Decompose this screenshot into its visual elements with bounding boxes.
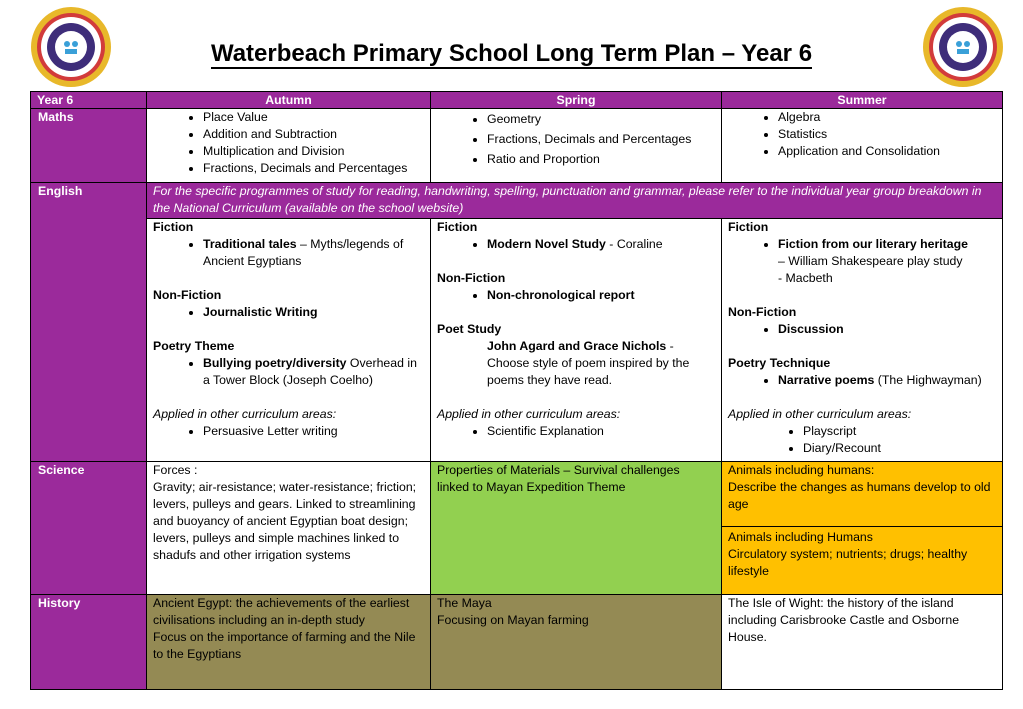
list-item: • Ratio and Proportion [487, 149, 715, 169]
maths-summer [722, 109, 1003, 183]
science-summer-b: Animals including Humans Circulatory system; nutrients; drugs; healthy lifestyle [728, 530, 968, 578]
list-item: • Fractions, Decimals and Percentages [487, 129, 715, 149]
english-summer [722, 219, 1003, 462]
autumn-applied-heading: Applied in other curriculum areas: [153, 407, 337, 421]
autumn-fiction-heading: Fiction [153, 220, 194, 234]
english-note: For the specific programmes of study for reading, handwriting, spelling, punctuation and grammar, please refer to the individual year group breakdown in the National Curriculum (available on the school website) [147, 183, 1003, 219]
science-autumn-text: Gravity; air-resistance; water-resistance; friction; levers, pulleys and gears. Linked to streamlining and buoyancy of ancient Egyptian boat design; levers, pulleys and simple machines linked to shadufs and other irrigation systems [153, 480, 417, 562]
history-row [31, 595, 1003, 690]
science-summer [722, 462, 1003, 595]
english-label: English [31, 183, 147, 462]
science-row [31, 462, 1003, 595]
autumn-header: Autumn [147, 92, 431, 109]
long-term-plan-table [30, 91, 1003, 690]
list-item: • Algebra [778, 109, 996, 126]
list-item: • Fractions, Decimals and Percentages [203, 160, 424, 177]
maths-label: Maths [31, 109, 147, 183]
history-autumn: Ancient Egypt: the achievements of the earliest civilisations including an in-depth study Focus on the importance of farming and the Nile to the Egyptians [147, 595, 431, 690]
spring-applied-heading: Applied in other curriculum areas: [437, 407, 621, 421]
list-item: • Traditional tales – Myths/legends of Ancient Egyptians [203, 236, 424, 270]
spring-poet-heading: Poet Study [437, 322, 502, 336]
summer-header: Summer [722, 92, 1003, 109]
spring-nonfiction-heading: Non-Fiction [437, 271, 506, 285]
summer-applied-heading: Applied in other curriculum areas: [728, 407, 912, 421]
list-item: • Fiction from our literary heritage – William Shakespeare play study - Macbeth [778, 236, 996, 287]
list-item: • Discussion [778, 321, 996, 338]
list-item: • Narrative poems (The Highwayman) [778, 372, 996, 389]
list-item: • Geometry [487, 109, 715, 129]
list-item: • Addition and Subtraction [203, 126, 424, 143]
science-label: Science [31, 462, 147, 595]
spring-fiction-heading: Fiction [437, 220, 478, 234]
autumn-poetry-heading: Poetry Theme [153, 339, 235, 353]
page-title: Waterbeach Primary School Long Term Plan – Year 6 [210, 40, 813, 67]
science-summer-a: Animals including humans: Describe the changes as humans develop to old age [722, 462, 1002, 527]
science-autumn [147, 462, 431, 595]
list-item: • Bullying poetry/diversity Overhead in a Tower Block (Joseph Coelho) [203, 355, 424, 389]
autumn-nonfiction-heading: Non-Fiction [153, 288, 222, 302]
english-spring [431, 219, 722, 462]
history-label: History [31, 595, 147, 690]
spring-header: Spring [431, 92, 722, 109]
list-item: • Diary/Recount [803, 440, 996, 457]
header-row [31, 92, 1003, 109]
history-summer: The Isle of Wight: the history of the island including Carisbrooke Castle and Osborne House. [722, 595, 1003, 690]
list-item: • Journalistic Writing [203, 304, 424, 321]
list-item: • Playscript [803, 423, 996, 440]
list-item: • Statistics [778, 126, 996, 143]
science-autumn-title: Forces : [153, 463, 198, 477]
science-spring: Properties of Materials – Survival challenges linked to Mayan Expedition Theme [431, 462, 722, 595]
year-header: Year 6 [31, 92, 147, 109]
list-item: • Persuasive Letter writing [203, 423, 424, 440]
summer-poetry-heading: Poetry Technique [728, 356, 831, 370]
summer-nonfiction-heading: Non-Fiction [728, 305, 797, 319]
maths-autumn [147, 109, 431, 183]
list-item: • Place Value [203, 109, 424, 126]
english-note-row [31, 183, 1003, 219]
maths-row [31, 109, 1003, 183]
list-item: • Modern Novel Study - Coraline [487, 236, 715, 253]
list-item: • Multiplication and Division [203, 143, 424, 160]
list-item: • Non-chronological report [487, 287, 715, 304]
summer-fiction-heading: Fiction [728, 220, 769, 234]
spring-poet-text: John Agard and Grace Nichols - Choose style of poem inspired by the poems they have read. [487, 339, 690, 387]
english-row [31, 219, 1003, 462]
history-spring: The Maya Focusing on Mayan farming [431, 595, 722, 690]
list-item: • Scientific Explanation [487, 423, 715, 440]
english-autumn [147, 219, 431, 462]
maths-spring [431, 109, 722, 183]
list-item: • Application and Consolidation [778, 143, 996, 160]
